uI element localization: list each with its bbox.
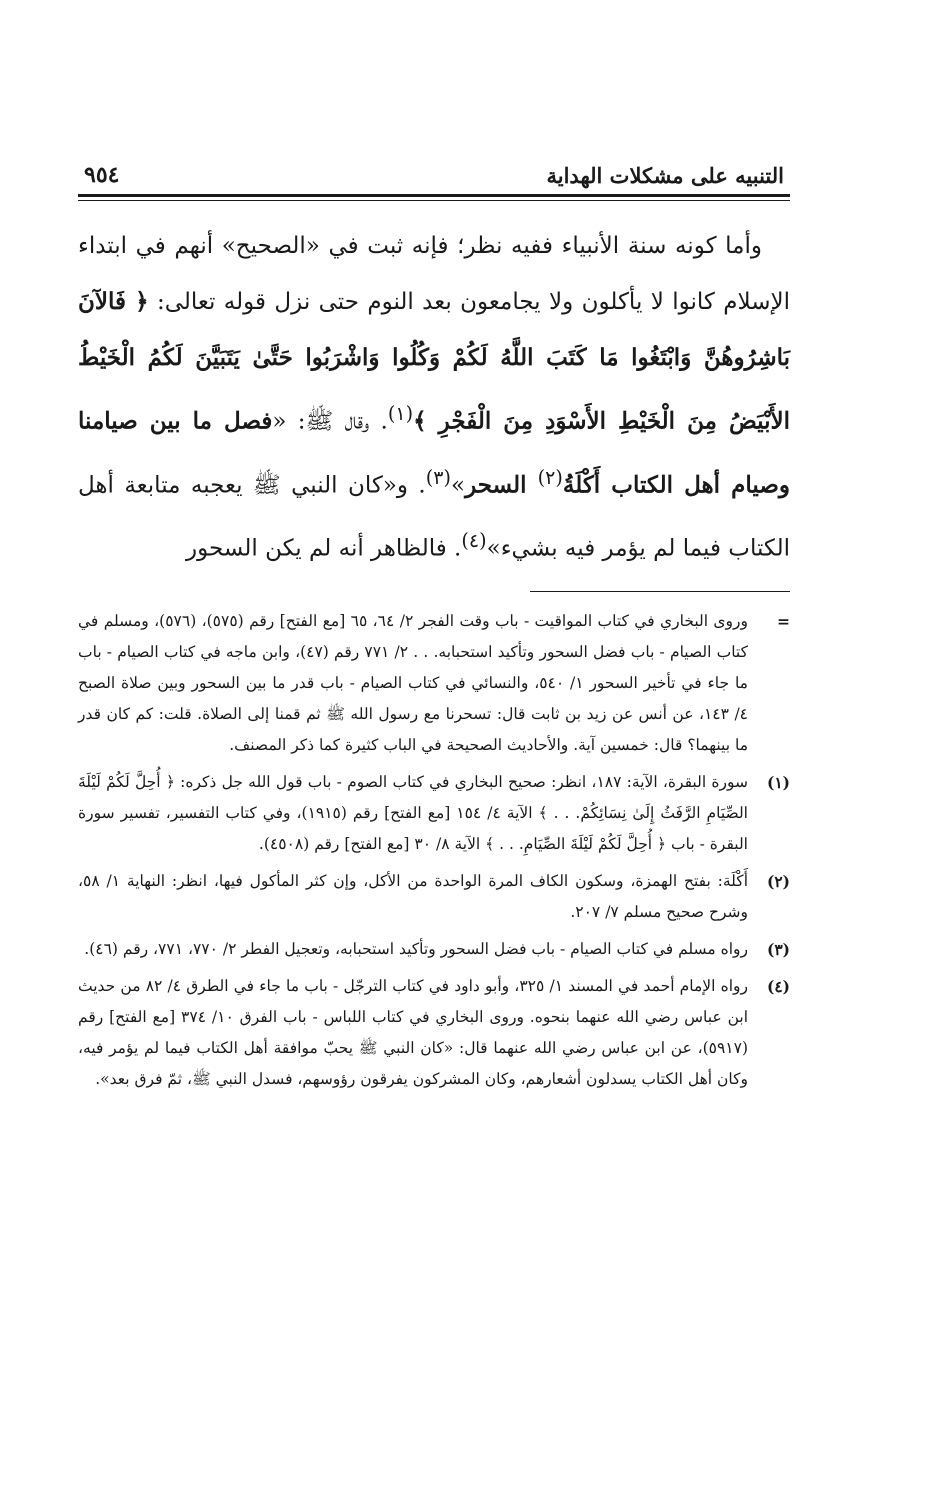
footnote-number: (٣) (766, 939, 790, 959)
continuation-mark: = (777, 611, 790, 631)
quran-verse: ﴿ فَالآنَ بَاشِرُوهُنَّ وَابْتَغُوا مَا كَتَبَ اللَّهُ لَكُمْ وَكُلُوا وَاشْرَبُوا حَتَّىٰ يَتَبَيَّنَ لَكُمُ الْخَيْطُ الأَبْيَضُ مِنَ الْخَيْطِ الأَسْوَدِ مِنَ الْفَجْرِ ﴾ (78, 288, 790, 435)
footnote-continuation (78, 606, 790, 761)
footnote-text: رواه الإمام أحمد في المسند ١/ ٣٢٥، وأبو داود في كتاب الترجّل - باب ما جاء في الطرق ٤/ ٨٢ من حديث ابن عباس رضي الله عنهما بنحوه. وروى البخاري في كتاب اللباس - باب الفرق ١٠/ ٣٧٤ [مع الفتح] رقم (٥٩١٧)، عن ابن عباس رضي الله عنهما قال: «كان النبي ﷺ يحبّ موافقة أهل الكتاب فيما لم يؤمر فيه، وكان أهل الكتاب يسدلون أشعارهم، وكان المشركون يفرقون رؤوسهم، فسدل النبي ﷺ، ثمّ فرق بعد». (78, 976, 749, 1088)
footnote-item (78, 971, 790, 1095)
footnote-number: (٤) (766, 976, 790, 996)
header-rule-thin (78, 200, 790, 201)
footnotes (78, 606, 790, 1095)
main-paragraph (78, 219, 790, 577)
text-segment: . وقال ﷺ: « (272, 408, 388, 435)
footnote-item (78, 866, 790, 928)
footnote-ref[interactable]: (٢) (537, 465, 563, 489)
header-rule-thick (78, 194, 790, 197)
footnote-ref[interactable]: (٣) (425, 465, 451, 489)
hadith-quote: فصل ما بين صيامنا وصيام أهل الكتاب أَكْلَةُ (78, 407, 790, 499)
footnote-text: وروى البخاري في كتاب المواقيت - باب وقت الفجر ٢/ ٦٤، ٦٥ [مع الفتح] رقم (٥٧٥)، (٥٧٦)، ومسلم في كتاب الصيام - باب فضل السحور وتأكيد استحبابه. . . ٢/ ٧٧١ رقم (٤٧)، وابن ماجه في كتاب الصيام - باب ما جاء في تأخير السحور ١/ ٥٤٠، والنسائي في كتاب الصيام - باب قدر ما بين السحور وبين صلاة الصبح ٤/ ١٤٣، عن أنس عن زيد بن ثابت قال: تسحرنا مع رسول الله ﷺ ثم قمنا إلى الصلاة. قلت: كم كان قدر ما بينهما؟ قال: خمسين آية. والأحاديث الصحيحة في الباب كثيرة كما ذكر المصنف. (78, 611, 749, 754)
footnote-text: سورة البقرة، الآية: ١٨٧، انظر: صحيح البخاري في كتاب الصوم - باب قول الله جل ذكره: ﴿ أُحِلَّ لَكُمْ لَيْلَةَ الصِّيَامِ الرَّفَثُ إِلَىٰ نِسَائِكُمْ. . . ﴾ الآية ٤/ ١٥٤ [مع الفتح] رقم (١٩١٥)، وفي كتاب التفسير، تفسير سورة البقرة - باب ﴿ أُحِلَّ لَكُمْ لَيْلَةَ الصِّيَامِ. . . ﴾ الآية ٨/ ٣٠ [مع الفتح] رقم (٤٥٠٨). (78, 772, 748, 853)
footnote-number: (١) (766, 772, 790, 792)
text-segment: . فالظاهر أنه لم يكن السحور (186, 535, 462, 562)
footnote-text: أَكْلَة: بفتح الهمزة، وسكون الكاف المرة الواحدة من الأكل، وإن كثر المأكول فيها، انظر: النهاية ١/ ٥٨، وشرح صحيح مسلم ٧/ ٢٠٧. (78, 871, 748, 921)
running-header (78, 150, 790, 188)
footnote-ref[interactable]: (١) (387, 402, 414, 425)
main-text (78, 219, 790, 577)
footnote-ref[interactable]: (٤) (461, 529, 487, 553)
book-title: التنبيه على مشكلات الهداية (546, 163, 784, 188)
hadith-quote-end: السحر (465, 471, 538, 499)
text-segment: » (450, 472, 466, 499)
text-segment: . و«كان النبي ﷺ يعجبه متابعة أهل الكتاب فيما لم يؤمر فيه بشيء» (78, 472, 790, 562)
footnote-number: (٢) (766, 871, 790, 891)
text-segment: وأما كونه سنة الأنبياء ففيه نظر؛ فإنه ثبت في «الصحيح» أنهم في ابتداء الإسلام كانوا لا يأكلون ولا يجامعون بعد النوم حتى نزل قوله تعالى: (78, 233, 791, 315)
page-number: ٩٥٤ (84, 162, 120, 188)
book-page (78, 150, 790, 1101)
footnote-separator (530, 591, 790, 592)
footnote-item (78, 767, 790, 860)
footnote-item (78, 934, 790, 965)
footnote-text: رواه مسلم في كتاب الصيام - باب فضل السحور وتأكيد استحبابه، وتعجيل الفطر ٢/ ٧٧٠، ٧٧١، رقم (٤٦). (84, 939, 748, 958)
